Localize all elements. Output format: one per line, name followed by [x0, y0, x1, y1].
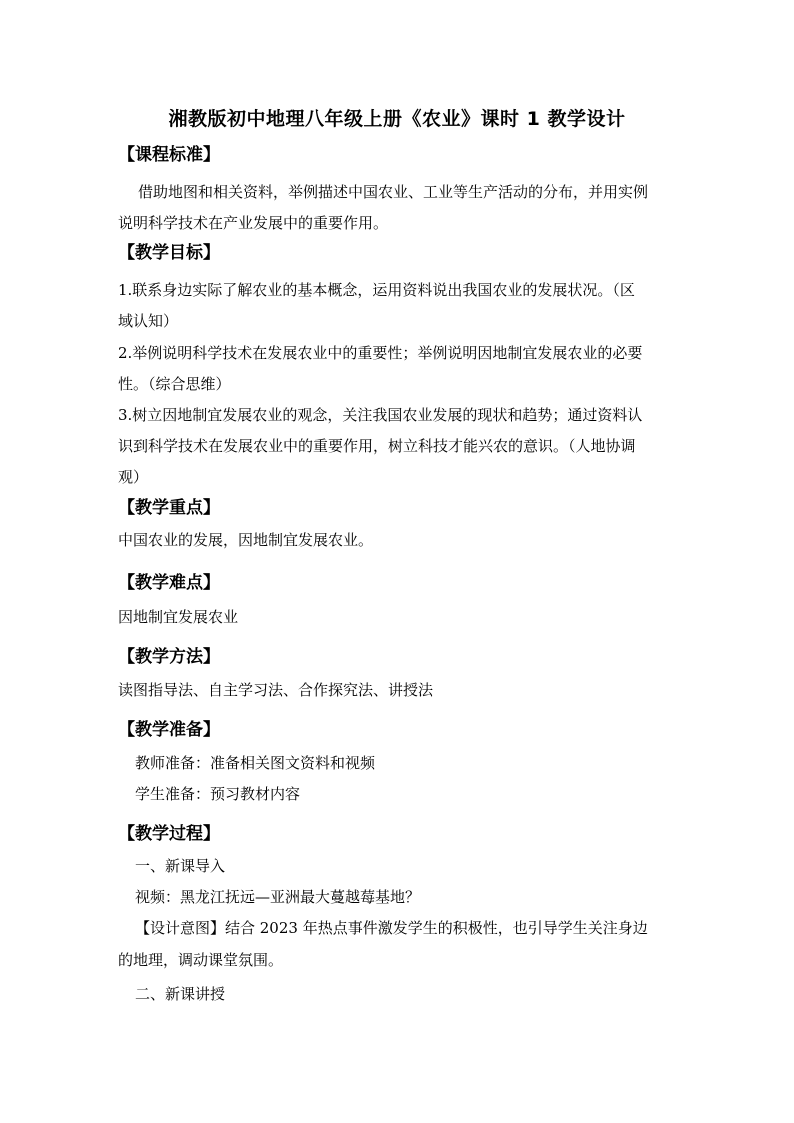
heading-preparation: 【教学准备】 [118, 720, 220, 740]
methods-line-1: 读图指导法、自主学习法、合作探究法、讲授法 [118, 681, 434, 699]
heading-difficulties: 【教学难点】 [118, 573, 220, 593]
process-line-design-intent-2: 的地理，调动课堂氛围。 [118, 951, 284, 969]
standard-line-1: 借助地图和相关资料，举例描述中国农业、工业等生产活动的分布，并用实例 [138, 183, 649, 201]
process-line-video: 视频：黑龙江抚远—亚洲最大蔓越莓基地？ [135, 888, 421, 906]
heading-methods: 【教学方法】 [118, 647, 220, 667]
preparation-line-teacher: 教师准备：准备相关图文资料和视频 [135, 754, 376, 772]
process-line-design-intent-1: 【设计意图】结合 2023 年热点事件激发学生的积极性，也引导学生关注身边 [135, 919, 648, 937]
objective-line-7: 观） [118, 468, 149, 486]
process-line-intro: 一、新课导入 [135, 857, 226, 875]
objective-line-5: 3.树立因地制宜发展农业的观念，关注我国农业发展的现状和趋势；通过资料认 [118, 406, 643, 424]
objective-line-3: 2.举例说明科学技术在发展农业中的重要性；举例说明因地制宜发展农业的必要 [118, 344, 643, 362]
preparation-line-student: 学生准备：预习教材内容 [135, 785, 301, 803]
heading-key-points: 【教学重点】 [118, 498, 220, 518]
heading-teaching-process: 【教学过程】 [118, 824, 220, 844]
objective-line-4: 性。（综合思维） [118, 375, 231, 393]
heading-curriculum-standard: 【课程标准】 [118, 145, 220, 165]
process-line-new-lesson: 二、新课讲授 [135, 985, 226, 1003]
key-points-line-1: 中国农业的发展，因地制宜发展农业。 [118, 531, 374, 549]
heading-teaching-objectives: 【教学目标】 [118, 243, 220, 263]
standard-line-2: 说明科学技术在产业发展中的重要作用。 [118, 214, 389, 232]
difficulties-line-1: 因地制宜发展农业 [118, 608, 239, 626]
document-title: 湘教版初中地理八年级上册《农业》课时 1 教学设计 [168, 108, 626, 130]
objective-line-2: 域认知） [118, 312, 179, 330]
objective-line-6: 识到科学技术在发展农业中的重要作用，树立科技才能兴农的意识。（人地协调 [118, 437, 636, 455]
objective-line-1: 1.联系身边实际了解农业的基本概念，运用资料说出我国农业的发展状况。（区 [118, 281, 635, 299]
